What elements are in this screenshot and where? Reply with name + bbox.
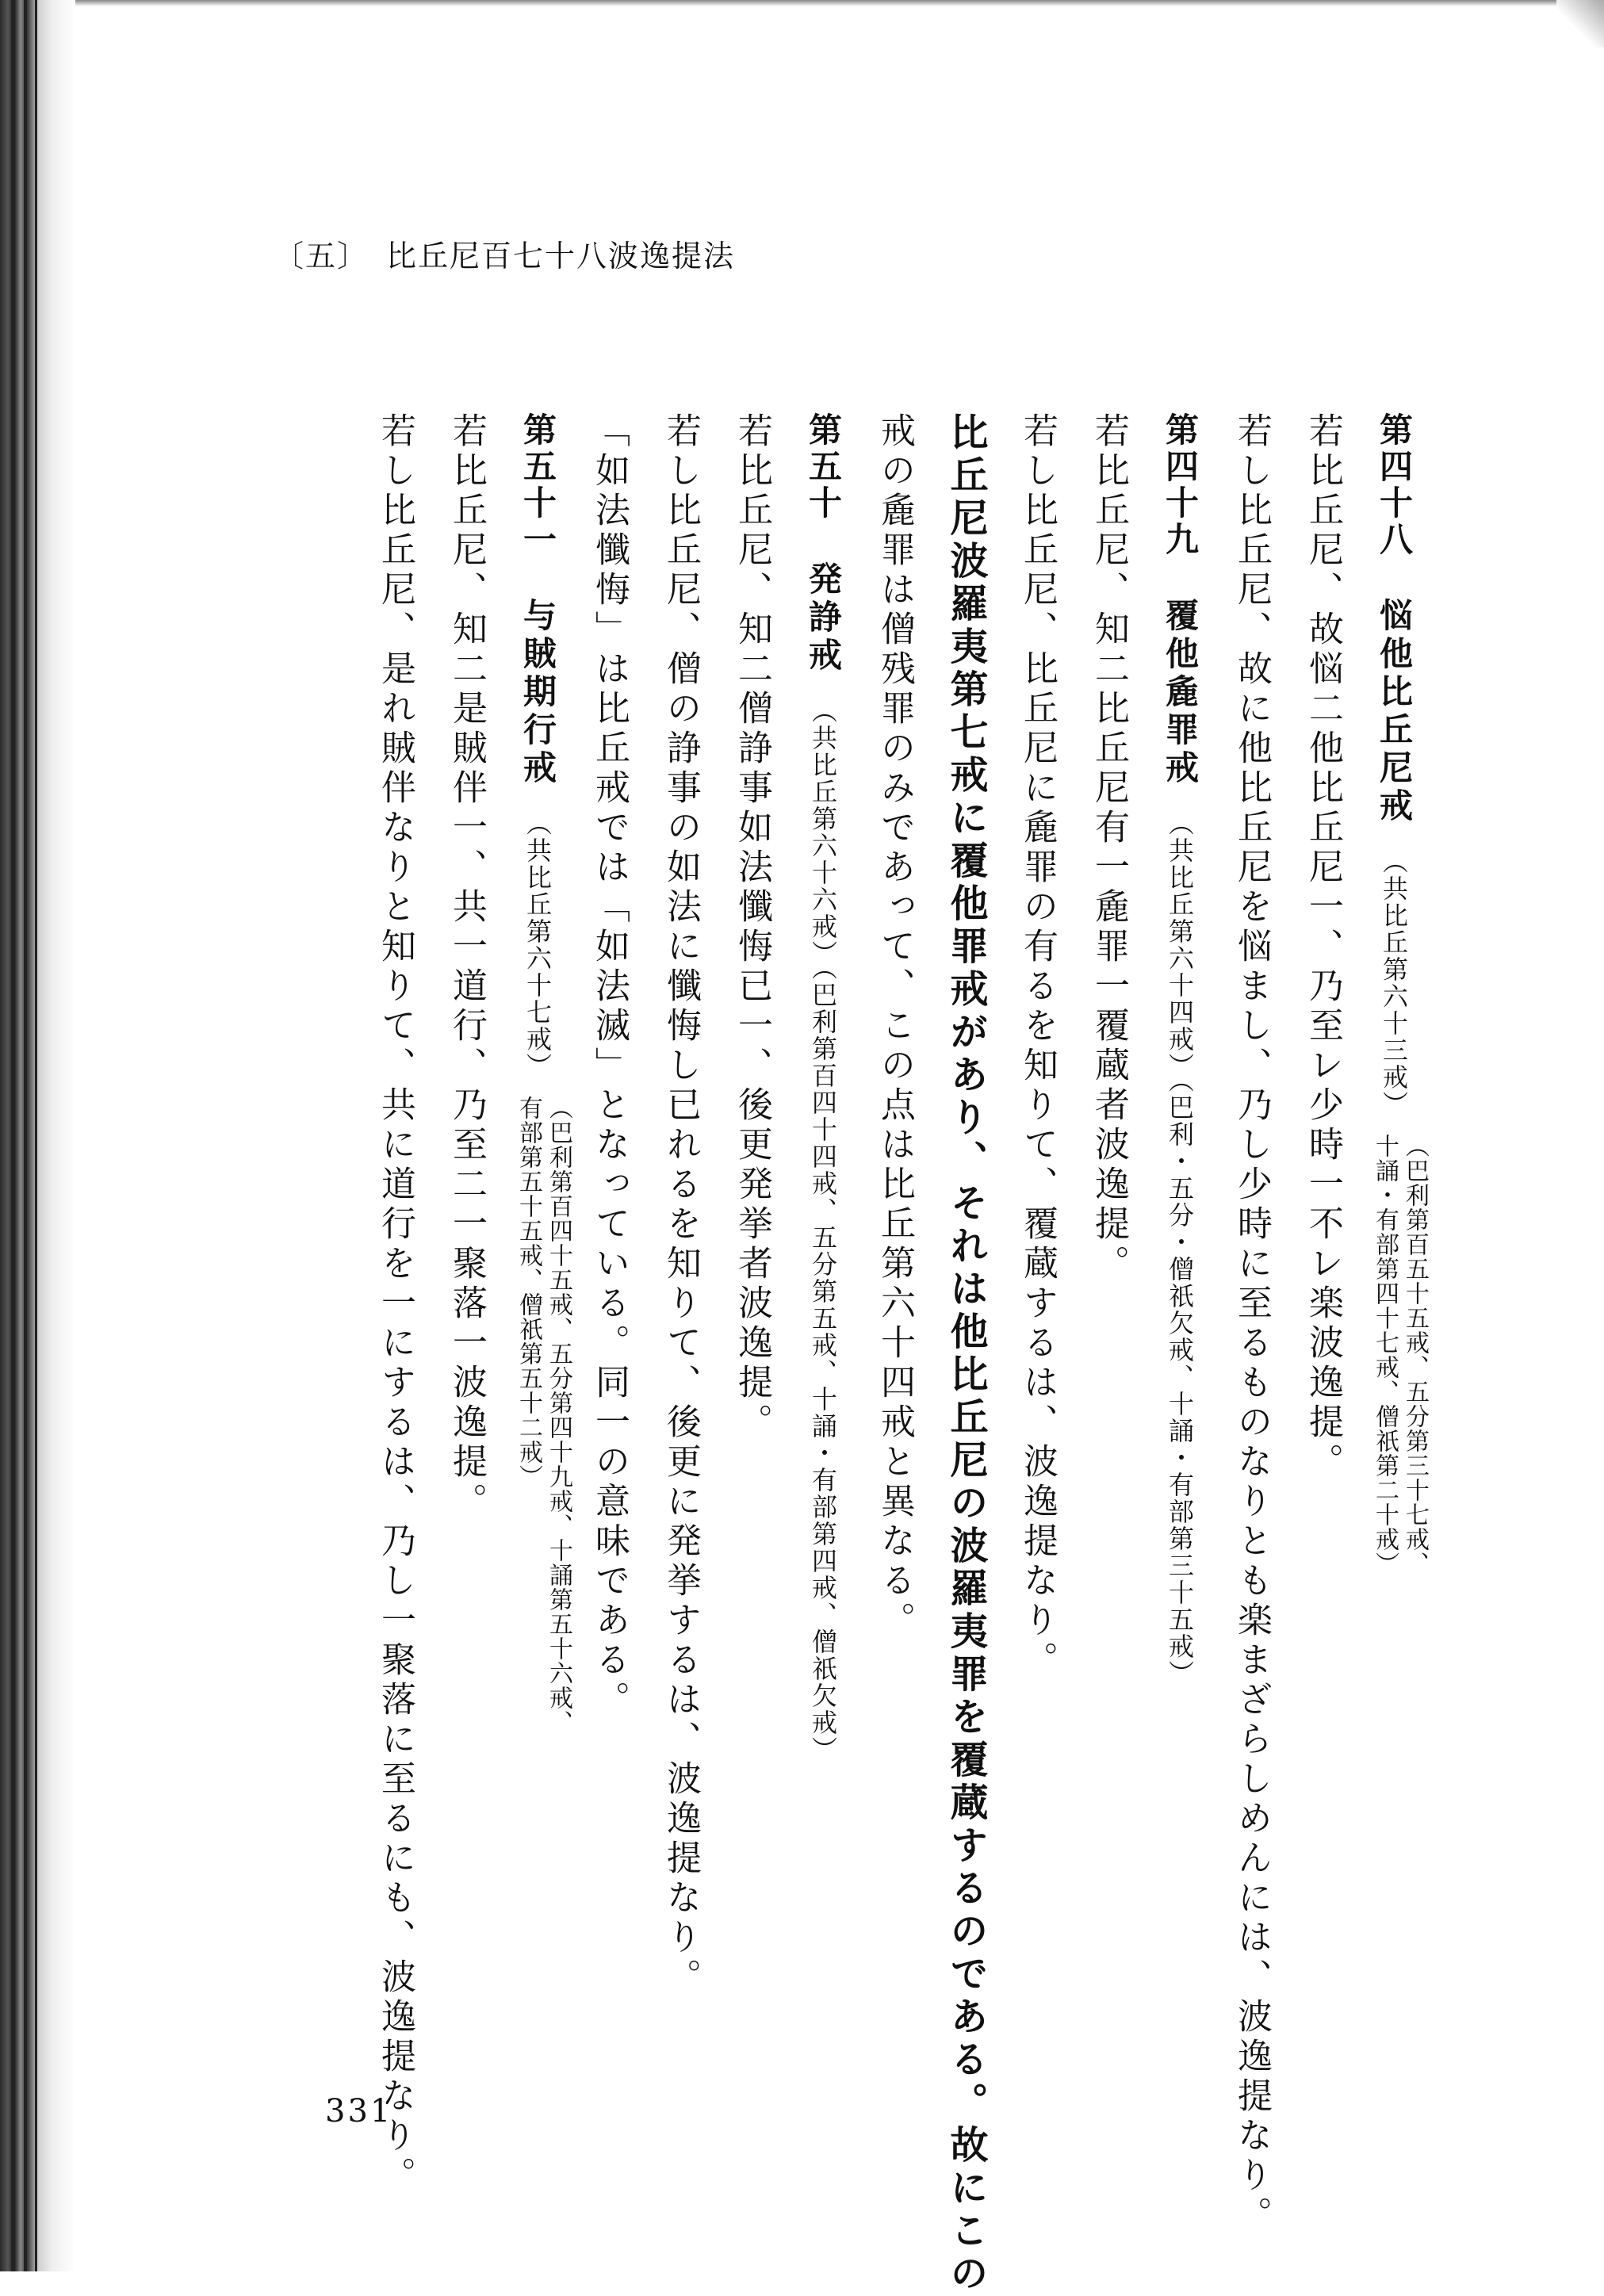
chapter-number: 〔五〕 xyxy=(274,239,369,274)
rule-title: 与賊期行戒 xyxy=(519,598,557,788)
vertical-text-body xyxy=(359,412,1430,2296)
rule-text-classical: 若比丘尼、知二是賊伴一、共一道行、乃至二一聚落一波逸提。 xyxy=(446,412,487,1522)
commentary-paragraph: 「如法懺悔」は比丘戒では「如法滅」となっている。同一の意味である。 xyxy=(589,412,630,1720)
page-corner xyxy=(1556,0,1604,48)
commentary-paragraph: 戒の麁罪は僧残罪のみであって、この点は比丘第六十四戒と異なる。 xyxy=(875,412,915,1641)
rule-title: 悩他比丘尼戒 xyxy=(1375,598,1414,826)
rule-heading xyxy=(1358,412,1430,2141)
rule-heading xyxy=(1144,412,1215,2141)
commentary-paragraph: 比丘尼波羅夷第七戒に覆他罪戒があり、それは他比丘尼の波羅夷罪を覆蔵するのである。故にこの xyxy=(944,412,988,2296)
rule-text-classical: 若比丘尼、故悩二他比丘尼一、乃至レ少時一不レ楽波逸提。 xyxy=(1303,412,1343,1483)
rule-title: 発諍戒 xyxy=(804,561,843,675)
rule-text-classical: 若比丘尼、知二比丘尼有一麁罪一覆蔵者波逸提。 xyxy=(1089,412,1129,1284)
rule-number: 第四十八 xyxy=(1375,412,1414,558)
rule-number: 第五十一 xyxy=(519,412,557,558)
rule-number: 第四十九 xyxy=(1161,412,1200,558)
rule-text-translation: 若し比丘尼、僧の諍事の如法に懺悔し已れるを知りて、後更に発挙するは、波逸提なり。 xyxy=(660,412,701,1998)
page-number: 331 xyxy=(325,2093,393,2130)
page-edge xyxy=(75,0,1604,6)
rule-number: 第五十 xyxy=(804,412,843,522)
rule-heading xyxy=(787,412,859,2141)
rule-references: （共比丘第六十三戒） xyxy=(1379,848,1409,1118)
chapter-title: 比丘尼百七十八波逸提法 xyxy=(386,239,736,274)
rule-text-classical: 若比丘尼、知二僧諍事如法懺悔已一、後更発挙者波逸提。 xyxy=(732,412,772,1443)
rule-references: （共比丘第六十七戒） xyxy=(523,810,553,1080)
binding-line xyxy=(35,0,37,2271)
rule-references: （共比丘第六十四戒）（巴利・五分・僧祇欠戒、十誦・有部第三十五戒） xyxy=(1165,810,1195,1687)
binding-line xyxy=(11,0,14,2271)
rule-text-translation: 若し比丘尼、故に他比丘尼を悩まし、乃し少時に至るものなりとも楽まざらしめんには、波逸提なり。 xyxy=(1231,412,1272,2236)
rule-references-secondary: （巴利第百四十五戒、五分第四十九戒、十誦第五十六戒、 有部第五十五戒、僧祇第五十二戒） xyxy=(515,1096,572,1735)
binding-line xyxy=(24,0,27,2271)
rule-text-translation: 若し比丘尼、是れ賊伴なりと知りて、共に道行を一にするは、乃し一聚落に至るにも、波逸提なり。 xyxy=(375,412,415,2196)
rule-title: 覆他麁罪戒 xyxy=(1161,598,1200,788)
rule-heading xyxy=(502,412,573,2141)
rule-text-translation: 若し比丘尼、比丘尼に麁罪の有るを知りて、覆蔵するは、波逸提なり。 xyxy=(1017,412,1058,1681)
rule-references: （共比丘第六十六戒）（巴利第百四十四戒、五分第五戒、十誦・有部第四戒、僧祇欠戒） xyxy=(808,698,838,1763)
rule-references-secondary: （巴利第百五十五戒、五分第三十七戒、 十誦・有部第四十七戒、僧祇第二十戒） xyxy=(1371,1134,1429,1576)
running-header xyxy=(274,232,735,275)
